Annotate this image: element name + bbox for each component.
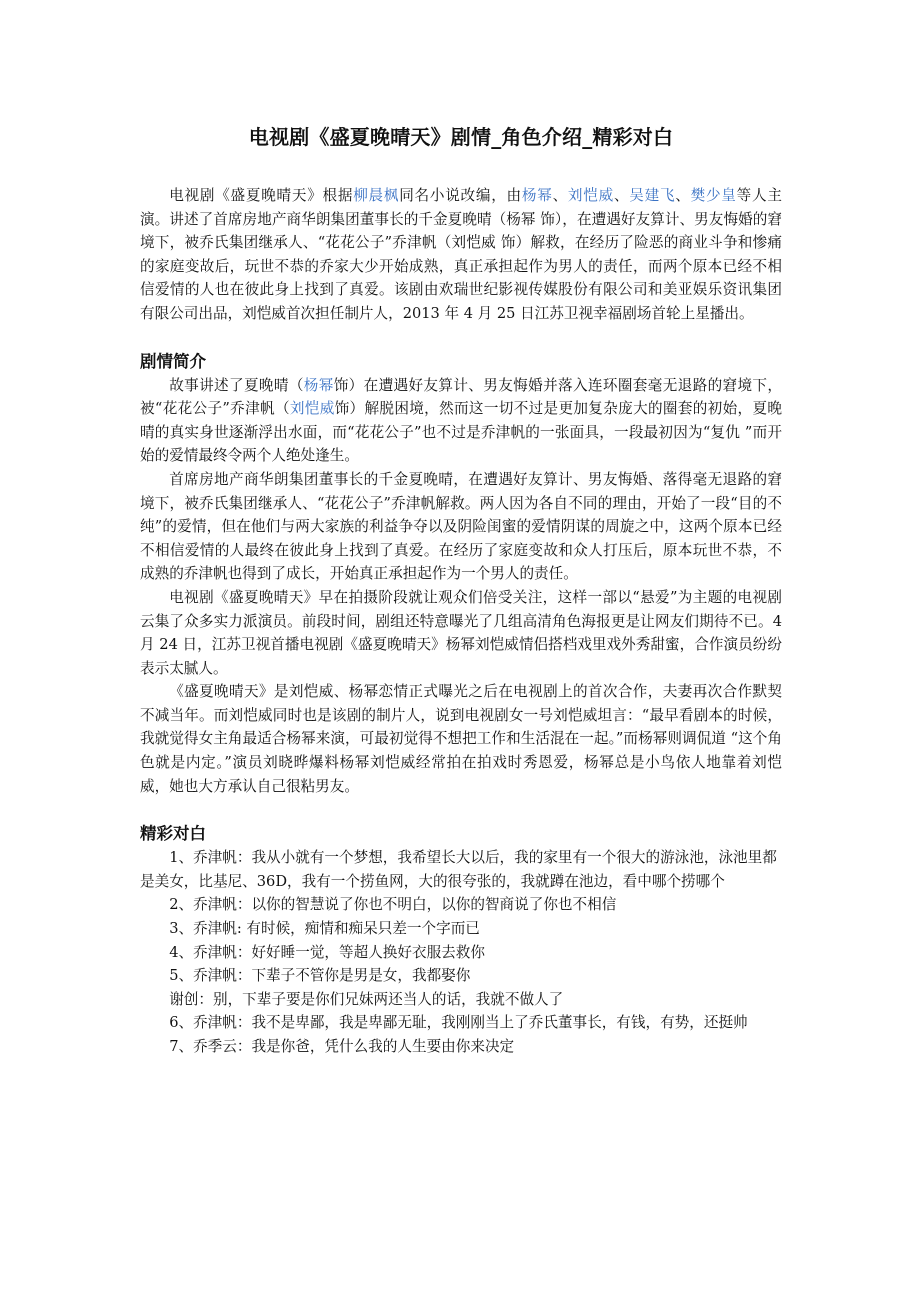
cast-link-yang-mi[interactable]: 杨幂 xyxy=(521,187,553,204)
plot-paragraph-1 xyxy=(140,374,782,468)
quotes-heading: 精彩对白 xyxy=(140,824,206,844)
quote-line: 3、乔津帆: 有时候，痴情和痴呆只差一个字而已 xyxy=(169,920,480,938)
quote-line: 谢创：别，下辈子要是你们兄妹两还当人的话，我就不做人了 xyxy=(169,990,564,1008)
plot-link-yang-mi[interactable]: 杨幂 xyxy=(303,376,334,394)
plot-paragraph-2: 首席房地产商华朗集团董事长的千金夏晚晴，在遭遇好友算计、男友悔婚、落得毫无退路的窘境下，被乔氏集团继承人、“花花公子”乔津帆解救。两人因为各自不同的理由，开始了一段“目的不纯”的爱情，但在他们与两大家族的利益争夺以及阴险闺蜜的爱情阴谋的周旋之中，这两个原本已经不相信爱情的人最终在彼此身上找到了真爱。在经历了家庭变故和众人打压后，原本玩世不恭，不成熟的乔津帆也得到了成长，开始真正承担起作为一个男人的责任。 xyxy=(140,470,782,583)
cast-link-liu-kaiwei[interactable]: 刘恺威 xyxy=(567,187,614,204)
intro-paragraph xyxy=(140,184,782,326)
plot-paragraph-3: 电视剧《盛夏晚晴天》早在拍摄阶段就让观众们倍受关注，这样一部以“悬爱”为主题的电视剧云集了众多实力派演员。前段时间，剧组还特意曝光了几组高清角色海报更是让网友们期待不已。4 月 24 日，江苏卫视首播电视剧《盛夏晚晴天》杨幂刘恺威情侣搭档戏里戏外秀甜蜜，合作演员纷纷表示太腻人。 xyxy=(140,588,782,677)
plot-p1-a: 故事讲述了夏晚晴（ xyxy=(169,376,304,394)
author-link[interactable]: 柳晨枫 xyxy=(353,187,400,204)
plot-paragraph-4: 《盛夏晚晴天》是刘恺威、杨幂恋情正式曝光之后在电视剧上的首次合作，夫妻再次合作默契不减当年。而刘恺威同时也是该剧的制片人，说到电视剧女一号刘恺威坦言：“最早看剧本的时候，我就觉得女主角最适合杨幂来演，可最初觉得不想把工作和生活混在一起。”而杨幂则调侃道 “这个角色就是内定。”演员刘晓晔爆料杨幂刘恺威经常拍在拍戏时秀恩爱，杨幂总是小鸟依人地靠着刘恺威，她也大方承认自己很粘男友。 xyxy=(140,683,782,795)
plot-p1-c: 饰）解脱困境，然而这一切不过是更加复杂庞大的圈套的初始，夏晚晴的真实身世逐渐浮出水面，而“花花公子”也不过是乔津帆的一张面具，一段最初因为“复仇 ”而开始的爱情最终令两个人绝处逢生。 xyxy=(140,400,782,465)
intro-lead: 电视剧《盛夏晚晴天》根据 xyxy=(169,187,354,204)
document-page xyxy=(140,0,782,1059)
quote-line: 6、乔津帆：我不是卑鄙，我是卑鄙无耻，我刚刚当上了乔氏董事长，有钱，有势，还挺帅 xyxy=(169,1014,748,1032)
quote-line: 7、乔季云：我是你爸，凭什么我的人生要由你来决定 xyxy=(169,1038,515,1055)
plot-p1-b: 饰）在遭遇好友算计、男友悔婚并落入连环圈套毫无退路的窘境下，被“花花公子”乔津帆（ xyxy=(140,376,782,418)
cast-separator: 、 xyxy=(675,187,691,204)
cast-link-fan-shaohuang[interactable]: 樊少皇 xyxy=(690,187,737,204)
quote-line: 1、乔津帆：我从小就有一个梦想，我希望长大以后，我的家里有一个很大的游泳池，泳池里都是美女，比基尼、36D，我有一个捞鱼网，大的很夸张的，我就蹲在池边，看中哪个捞哪个 xyxy=(140,849,777,890)
cast-separator: 、 xyxy=(552,187,568,204)
intro-rest: 等人主演。讲述了首席房地产商华朗集团董事长的千金夏晚晴（杨幂 饰），在遭遇好友算计、男友悔婚的窘境下，被乔氏集团继承人、“花花公子”乔津帆（刘恺威 饰）解救，在经历了险恶的商业斗争和惨痛的家庭变故后，玩世不恭的乔家大少开始成熟，真正承担起作为男人的责任，而两个原本已经不相信爱情的人也在彼此身上找到了真爱。该剧由欢瑞世纪影视传媒股份有限公司和美亚娱乐资讯集团有限公司出品，刘恺威首次担任制片人，2013 年 4 月 25 日江苏卫视幸福剧场首轮上星播出。 xyxy=(140,187,782,322)
quote-line: 2、乔津帆：以你的智慧说了你也不明白，以你的智商说了你也不相信 xyxy=(169,896,617,914)
cast-separator: 、 xyxy=(613,187,630,204)
plot-heading: 剧情简介 xyxy=(140,351,206,371)
cast-link-wu-jianfei[interactable]: 吴建飞 xyxy=(629,187,676,204)
quote-line: 4、乔津帆：好好睡一觉，等超人换好衣服去救你 xyxy=(169,943,485,961)
quote-line: 5、乔津帆：下辈子不管你是男是女，我都娶你 xyxy=(169,967,471,985)
document-title: 电视剧《盛夏晚晴天》剧情_角色介绍_精彩对白 xyxy=(248,125,674,149)
plot-link-liu-kaiwei[interactable]: 刘恺威 xyxy=(289,400,335,418)
intro-mid: 同名小说改编，由 xyxy=(399,187,522,204)
